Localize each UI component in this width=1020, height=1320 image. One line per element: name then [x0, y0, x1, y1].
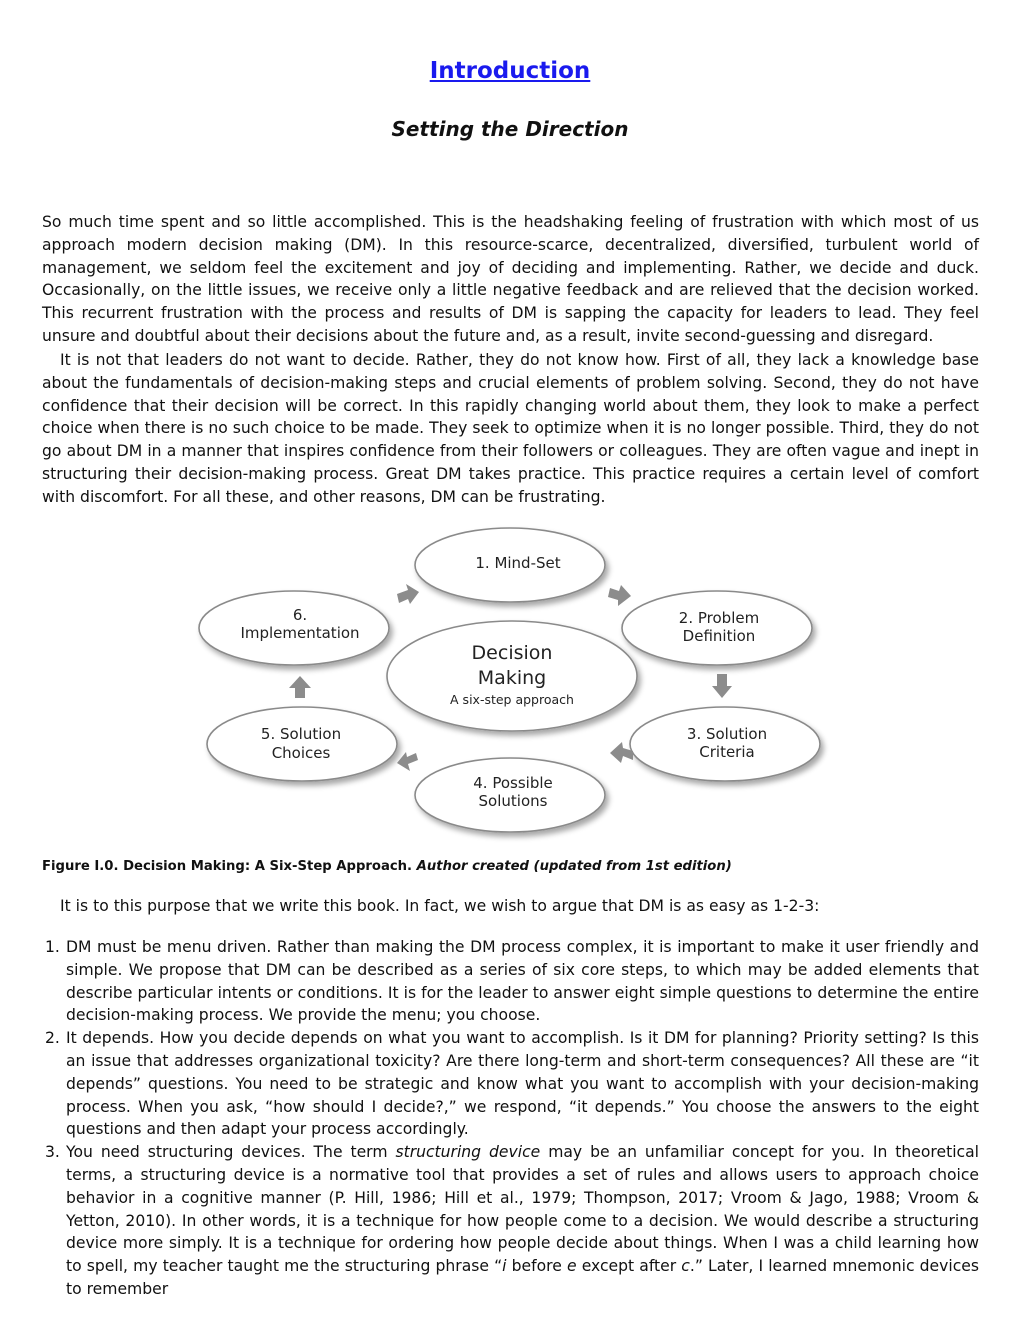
list-number: 2.	[45, 1029, 60, 1048]
caption-bold: Figure I.0. Decision Making: A Six-Step Approach.	[42, 859, 413, 874]
arrow-icon	[397, 584, 419, 604]
center-title: Decision	[471, 642, 553, 664]
list-item-term: c	[681, 1257, 690, 1276]
arrow-icon	[608, 585, 631, 606]
list-number: 1.	[45, 938, 60, 956]
numbered-list	[42, 936, 979, 1301]
decision-making-diagram	[190, 520, 830, 845]
step-6-label: Implementation	[240, 624, 360, 642]
step-3-label: 3. Solution	[686, 725, 768, 743]
step-3-label: Criteria	[699, 743, 755, 761]
step-2-label: 2. Problem	[678, 609, 760, 627]
page-title[interactable]: Introduction	[429, 58, 591, 84]
paragraph: So much time spent and so little accomplished. This is the headshaking feeling of frustration with which most of us approach modern decision making (DM). In this resource-scarce, decentralized, diversified, turbulent world of management, we seldom feel the excitement and joy of deciding and implementing. Rather, we decide and duck. Occasionally, on the little issues, we receive only a little negative feedback and are relieved that the decision worked. This recurrent frustration with the process and results of DM is sapping the capacity for leaders to lead. They feel unsure and doubtful about their decisions about the future and, as a result, invite second-guessing and disregard.	[42, 213, 979, 345]
list-item-text: before	[506, 1257, 567, 1276]
center-subtitle: A six-step approach	[450, 692, 574, 707]
caption-italic: Author created (updated from 1st edition)	[416, 859, 732, 874]
list-item-text: You need structuring devices. The term	[66, 1143, 396, 1162]
list-item-text: .” Later, I learned mnemonic devices to remember	[66, 1257, 979, 1298]
step-1-label: 1. Mind-Set	[475, 554, 561, 572]
list-item	[42, 1027, 979, 1141]
figure-caption	[42, 859, 732, 874]
list-item-text: except after	[576, 1257, 682, 1276]
list-number: 3.	[45, 1143, 60, 1162]
step-2-label: Definition	[682, 627, 756, 645]
list-item-text: may be an unfamiliar concept for you. In theoretical terms, a structuring device is a normative tool that provides a set of rules and allows users to approach choice behavior in a cognitive manner (P. Hill, 1986; Hill et al., 1979; Thompson, 2017; Vroom & Jago, 1988; Vroom & Yetton, 2010). In other words, it is a technique for how people come to a decision. We would describe a structuring device more simply. It is a technique for ordering how people decide about things. When I was a child learning how to spell, my teacher taught me the structuring phrase “	[66, 1143, 979, 1276]
arrow-icon	[712, 674, 732, 698]
list-item-text: DM must be menu driven. Rather than making the DM process complex, it is important to make it user friendly and simple. We propose that DM can be described as a series of six core steps, to which may be added elements that describe particular intents or conditions. It is for the leader to answer eight simple questions to determine the entire decision-making process. We provide the menu; you choose.	[66, 938, 979, 1025]
page-subtitle: Setting the Direction	[391, 117, 629, 141]
list-item	[42, 936, 979, 1027]
center-title: Making	[477, 667, 547, 689]
list-item-term: structuring device	[395, 1143, 541, 1162]
list-item-term: i	[502, 1257, 507, 1276]
paragraph: It is not that leaders do not want to decide. Rather, they do not know how. First of all, they lack a knowledge base about the fundamentals of decision-making steps and crucial elements of problem solving. Second, they do not have confidence that their decision will be correct. In this rapidly changing world about them, they look to make a perfect choice when there is no such choice to be made. They seek to optimize when it is no longer possible. Third, they do not go about DM in a manner that inspires confidence from their followers or colleagues. They are often vague and inept in structuring their decision-making process. Great DM takes practice. This practice requires a certain level of comfort with discomfort. For all these, and other reasons, DM can be frustrating.	[42, 351, 979, 506]
list-item-term: e	[566, 1257, 577, 1276]
step-5-label: Choices	[271, 744, 331, 762]
arrow-icon	[397, 752, 418, 771]
step-4-label: 4. Possible	[473, 774, 553, 792]
arrow-icon	[289, 676, 311, 698]
list-item-text: It depends. How you decide depends on what you want to accomplish. Is it DM for planning? Priority setting? Is this an issue that addresses organizational toxicity? Are there long-term and short-term consequences? All these are “it depends” questions. You need to be strategic and know what you want to accomplish with your decision-making process. When you ask, “how should I decide?,” we respond, “it depends.” You choose the answers to the eight questions and then adapt your process accordingly.	[66, 1029, 979, 1139]
step-5-label: 5. Solution	[260, 725, 342, 743]
step-6-label: 6.	[292, 606, 308, 624]
step-4-label: Solutions	[478, 792, 548, 810]
paragraph: It is to this purpose that we write this book. In fact, we wish to argue that DM is as easy as 1-2-3:	[60, 897, 820, 915]
list-item	[42, 1141, 979, 1301]
